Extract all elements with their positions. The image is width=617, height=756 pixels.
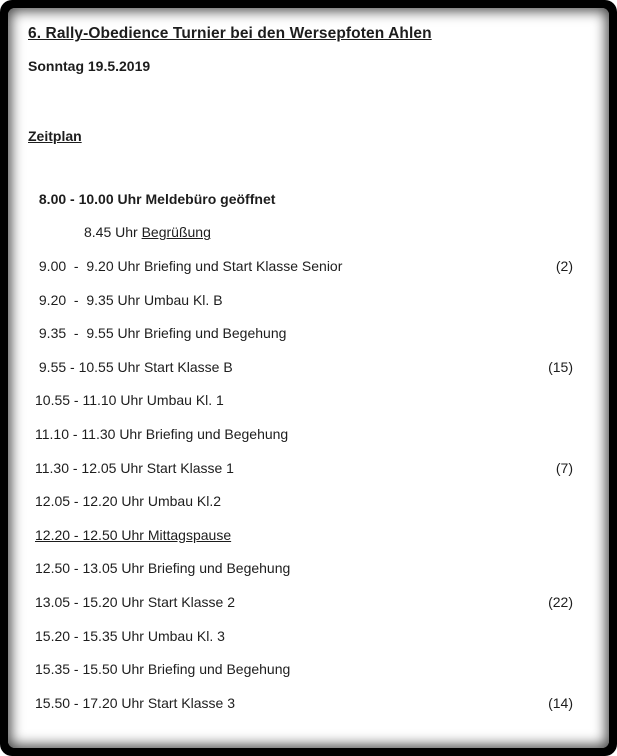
schedule-row-start-2: [35, 585, 573, 619]
schedule-row-text: 15.35 - 15.50 Uhr Briefing und Begehung: [35, 661, 291, 678]
schedule-row-briefing-2: [35, 417, 573, 451]
schedule-row-count: (7): [555, 459, 573, 476]
document-content: [8, 8, 609, 748]
schedule-row-count: (2): [555, 257, 573, 274]
schedule-row-text: 13.05 - 15.20 Uhr Start Klasse 2: [35, 593, 235, 610]
schedule-row-count: (14): [548, 694, 573, 711]
schedule-row-text: 12.20 - 12.50 Uhr Mittagspause: [35, 526, 232, 543]
schedule-row-text: 9.55 - 10.55 Uhr Start Klasse B: [35, 358, 233, 375]
document-title: 6. Rally-Obedience Turnier bei den Wersepfoten Ahlen: [28, 25, 432, 42]
schedule-row-start-senior: [35, 249, 573, 283]
schedule-row-umbau-1: [35, 384, 573, 418]
schedule-row-text: 8.00 - 10.00 Uhr Meldebüro geöffnet: [35, 190, 276, 207]
event-date: Sonntag 19.5.2019: [28, 58, 151, 74]
section-heading-zeitplan: Zeitplan: [28, 128, 82, 144]
schedule-row-start-b: [35, 350, 573, 384]
schedule-row-text: 15.20 - 15.35 Uhr Umbau Kl. 3: [35, 627, 225, 644]
schedule-row-text: 15.50 - 17.20 Uhr Start Klasse 3: [35, 694, 235, 711]
schedule-row-briefing-1: [35, 316, 573, 350]
schedule-row-text: 11.30 - 12.05 Uhr Start Klasse 1: [35, 459, 234, 476]
schedule-row-briefing-3: [35, 552, 573, 586]
schedule-row-umbau-3: [35, 619, 573, 653]
schedule-row-text: [84, 224, 211, 240]
schedule-row-text: 10.55 - 11.10 Uhr Umbau Kl. 1: [35, 392, 224, 409]
schedule-row-briefing-4: [35, 652, 573, 686]
schedule-row-text: 9.20 - 9.35 Uhr Umbau Kl. B: [35, 291, 223, 308]
schedule-row-time: 8.45 Uhr: [84, 224, 142, 241]
schedule-row-meldebuero: [35, 182, 573, 216]
schedule-row-count: (15): [548, 358, 573, 375]
schedule-list: [35, 182, 589, 720]
schedule-row-underlined-text: Begrüßung: [141, 224, 211, 241]
schedule-row-mittagspause: [35, 518, 573, 552]
schedule-row-start-1: [35, 451, 573, 485]
schedule-row-begruessung: [35, 216, 573, 250]
schedule-row-text: 9.00 - 9.20 Uhr Briefing und Start Klasse Senior: [35, 257, 343, 274]
schedule-row-text: 12.05 - 12.20 Uhr Umbau Kl.2: [35, 493, 221, 510]
schedule-row-start-3: [35, 686, 573, 720]
document-page: [8, 8, 609, 748]
schedule-row-text: 11.10 - 11.30 Uhr Briefing und Begehung: [35, 425, 289, 442]
schedule-row-umbau-2: [35, 484, 573, 518]
schedule-row-count: (22): [548, 593, 573, 610]
schedule-row-text: 12.50 - 13.05 Uhr Briefing und Begehung: [35, 560, 291, 577]
schedule-row-umbau-b: [35, 283, 573, 317]
schedule-row-text: 9.35 - 9.55 Uhr Briefing und Begehung: [35, 325, 287, 342]
